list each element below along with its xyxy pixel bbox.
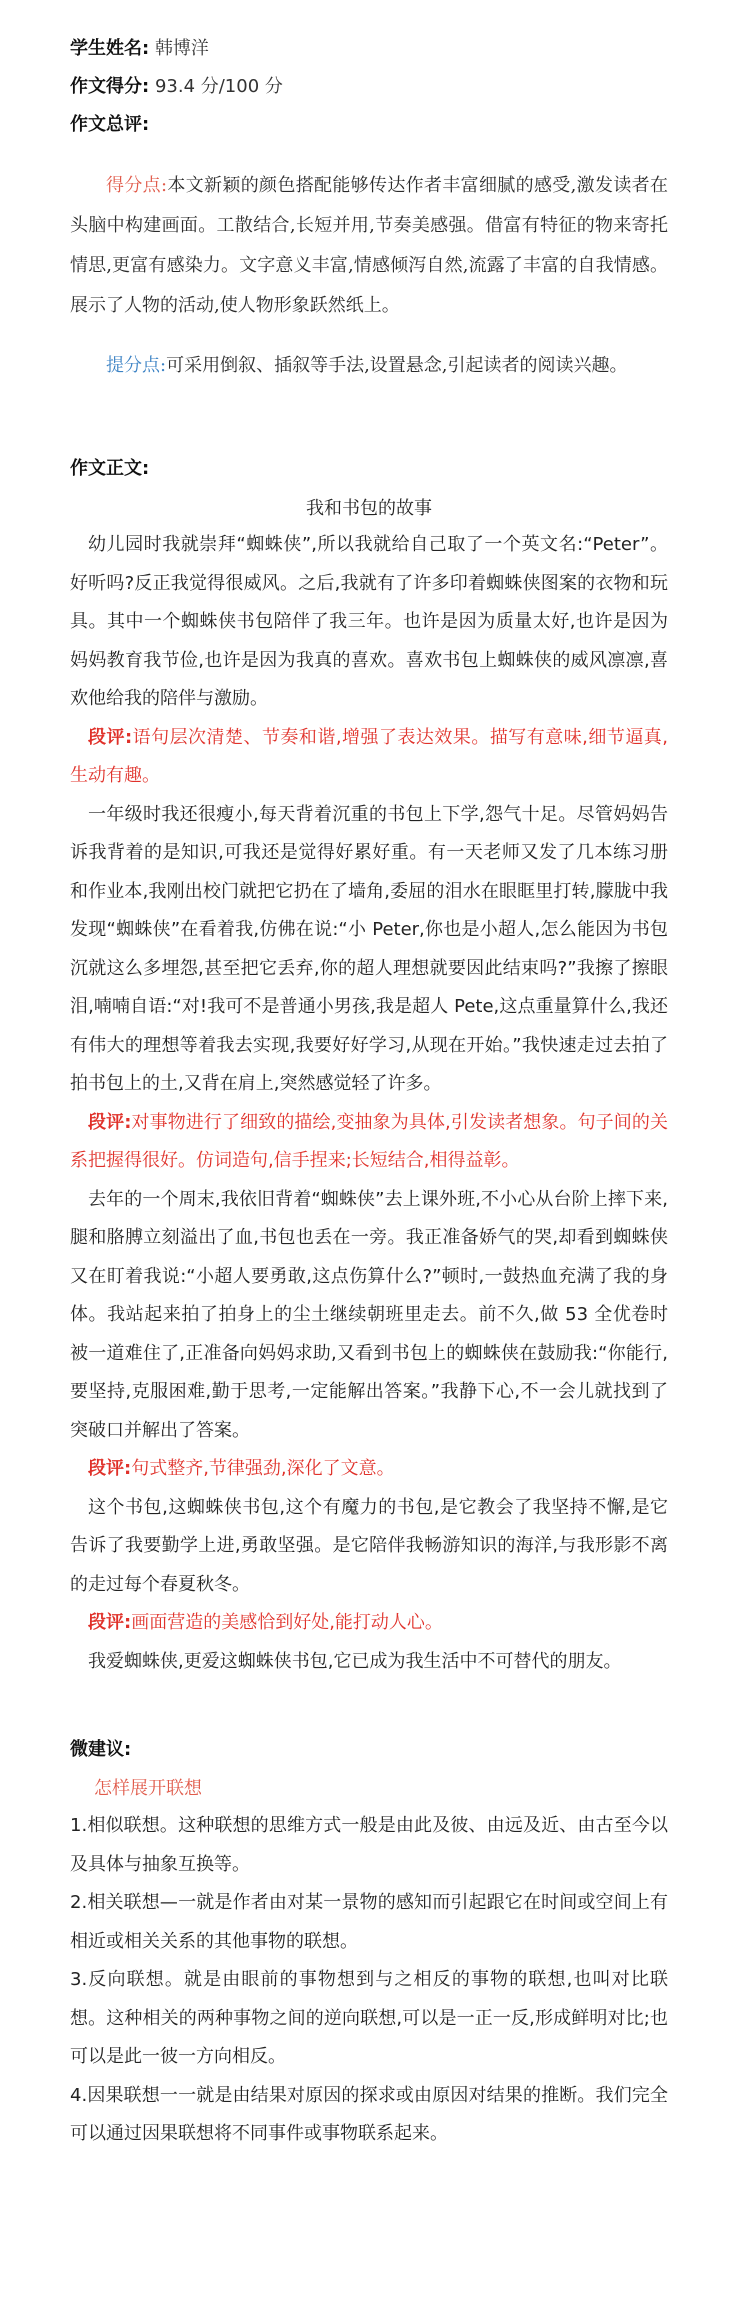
remark-3-text: 句式整齐,节律强劲,深化了文意。 <box>131 1458 395 1479</box>
remark-2-text: 对事物进行了细致的描绘,变抽象为具体,引发读者想象。句子间的关系把握得很好。仿词造句,信手捏来;长短结合,相得益彰。 <box>70 1111 668 1171</box>
essay-body-heading: 作文正文: <box>70 458 150 479</box>
paragraph-remark-1 <box>70 719 668 796</box>
student-name-value: 韩博洋 <box>154 38 209 59</box>
remark-1-text: 语句层次清楚、节奏和谐,增强了表达效果。描写有意味,细节逼真,生动有趣。 <box>70 726 668 786</box>
remark-2-label: 段评: <box>88 1111 132 1133</box>
remark-4-text: 画面营造的美感恰到好处,能打动人心。 <box>131 1612 443 1633</box>
improve-text: 可采用倒叙、插叙等手法,设置悬念,引起读者的阅读兴趣。 <box>166 355 628 376</box>
paragraph-remark-4 <box>70 1604 668 1643</box>
remark-1-label: 段评: <box>88 726 133 748</box>
suggestions-title: 怎样展开联想 <box>94 1778 202 1799</box>
student-name-line <box>70 34 668 64</box>
essay-title: 我和书包的故事 <box>306 498 432 519</box>
score-label: 作文得分: <box>70 76 150 97</box>
remark-3-label: 段评: <box>88 1458 132 1479</box>
remark-4-label: 段评: <box>88 1612 132 1633</box>
score-value: 93.4 分/100 分 <box>154 76 283 97</box>
essay-paragraph-2: 一年级时我还很瘦小,每天背着沉重的书包上下学,怨气十足。尽管妈妈告诉我背着的是知识,可我还是觉得好累好重。有一天老师又发了几本练习册和作业本,我刚出校门就把它扔在了墙角,委屈的泪水在眼眶里打转,朦胧中我发现“蜘蛛侠”在看着我,仿佛在说:“小 Peter,你也是小超人,怎么能因为书包沉就这么多埋怨,甚至把它丢弃,你的超人理想就要因此结束吗?”我擦了擦眼泪,喃喃自语:“对!我可不是普通小男孩,我是超人 Pete,这点重量算什么,我还有伟大的理想等着我去实现,我要好好学习,从现在开始。”我快速走过去拍了拍书包上的土,又背在肩上,突然感觉轻了许多。 <box>70 803 668 1094</box>
paragraph-remark-3 <box>70 1450 668 1489</box>
suggestion-item-2: 2.相关联想—一就是作者由对某一景物的感知而引起跟它在时间或空间上有相近或相关关系的其他事物的联想。 <box>70 1892 668 1952</box>
suggestion-item-1: 1.相似联想。这种联想的思维方式一般是由此及彼、由远及近、由古至今以及具体与抽象互换等。 <box>70 1815 668 1875</box>
suggestion-item-4: 4.因果联想一一就是由结果对原因的探求或由原因对结果的推断。我们完全可以通过因果联想将不同事件或事物联系起来。 <box>70 2084 668 2144</box>
essay-paragraph-1: 幼儿园时我就崇拜“蜘蛛侠”,所以我就给自己取了一个英文名:“Peter”。好听吗?反正我觉得很威风。之后,我就有了许多印着蜘蛛侠图案的衣物和玩具。其中一个蜘蛛侠书包陪伴了我三年。也许是因为质量太好,也许是因为妈妈教育我节俭,也许是因为我真的喜欢。喜欢书包上蜘蛛侠的威风凛凛,喜欢他给我的陪伴与激励。 <box>70 534 668 709</box>
suggestion-item-3: 3.反向联想。就是由眼前的事物想到与之相反的事物的联想,也叫对比联想。这种相关的两种事物之间的逆向联想,可以是一正一反,形成鲜明对比;也可以是此一彼一方向相反。 <box>70 1969 668 2067</box>
essay-paragraph-4: 这个书包,这蜘蛛侠书包,这个有魔力的书包,是它教会了我坚持不懈,是它告诉了我要勤学上进,勇敢坚强。是它陪伴我畅游知识的海洋,与我形影不离的走过每个春夏秋冬。 <box>70 1496 668 1595</box>
paragraph-remark-2 <box>70 1104 668 1181</box>
improve-label: 提分点: <box>106 355 167 376</box>
merit-comment <box>70 166 668 326</box>
suggestions-heading: 微建议: <box>70 1739 132 1760</box>
score-line <box>70 72 668 102</box>
improve-comment <box>70 346 668 386</box>
essay-paragraph-5: 我爱蜘蛛侠,更爱这蜘蛛侠书包,它已成为我生活中不可替代的朋友。 <box>88 1650 622 1672</box>
merit-label: 得分点: <box>106 175 168 196</box>
essay-paragraph-3: 去年的一个周末,我依旧背着“蜘蛛侠”去上课外班,不小心从台阶上摔下来,腿和胳膊立刻溢出了血,书包也丢在一旁。我正准备娇气的哭,却看到蜘蛛侠又在盯着我说:“小超人要勇敢,这点伤算什么?”顿时,一鼓热血充满了我的身体。我站起来拍了拍身上的尘土继续朝班里走去。前不久,做 53 全优卷时被一道难住了,正准备向妈妈求助,又看到书包上的蜘蛛侠在鼓励我:“你能行,要坚持,克服困难,勤于思考,一定能解出答案。”我静下心,不一会儿就找到了突破口并解出了答案。 <box>70 1188 668 1441</box>
merit-text: 本文新颖的颜色搭配能够传达作者丰富细腻的感受,激发读者在头脑中构建画面。工散结合,长短并用,节奏美感强。借富有特征的物来寄托情思,更富有感染力。文字意义丰富,情感倾泻自然,流露了丰富的自我情感。展示了人物的活动,使人物形象跃然纸上。 <box>70 175 668 316</box>
overall-review-heading: 作文总评: <box>70 114 150 135</box>
student-name-label: 学生姓名: <box>70 38 150 59</box>
